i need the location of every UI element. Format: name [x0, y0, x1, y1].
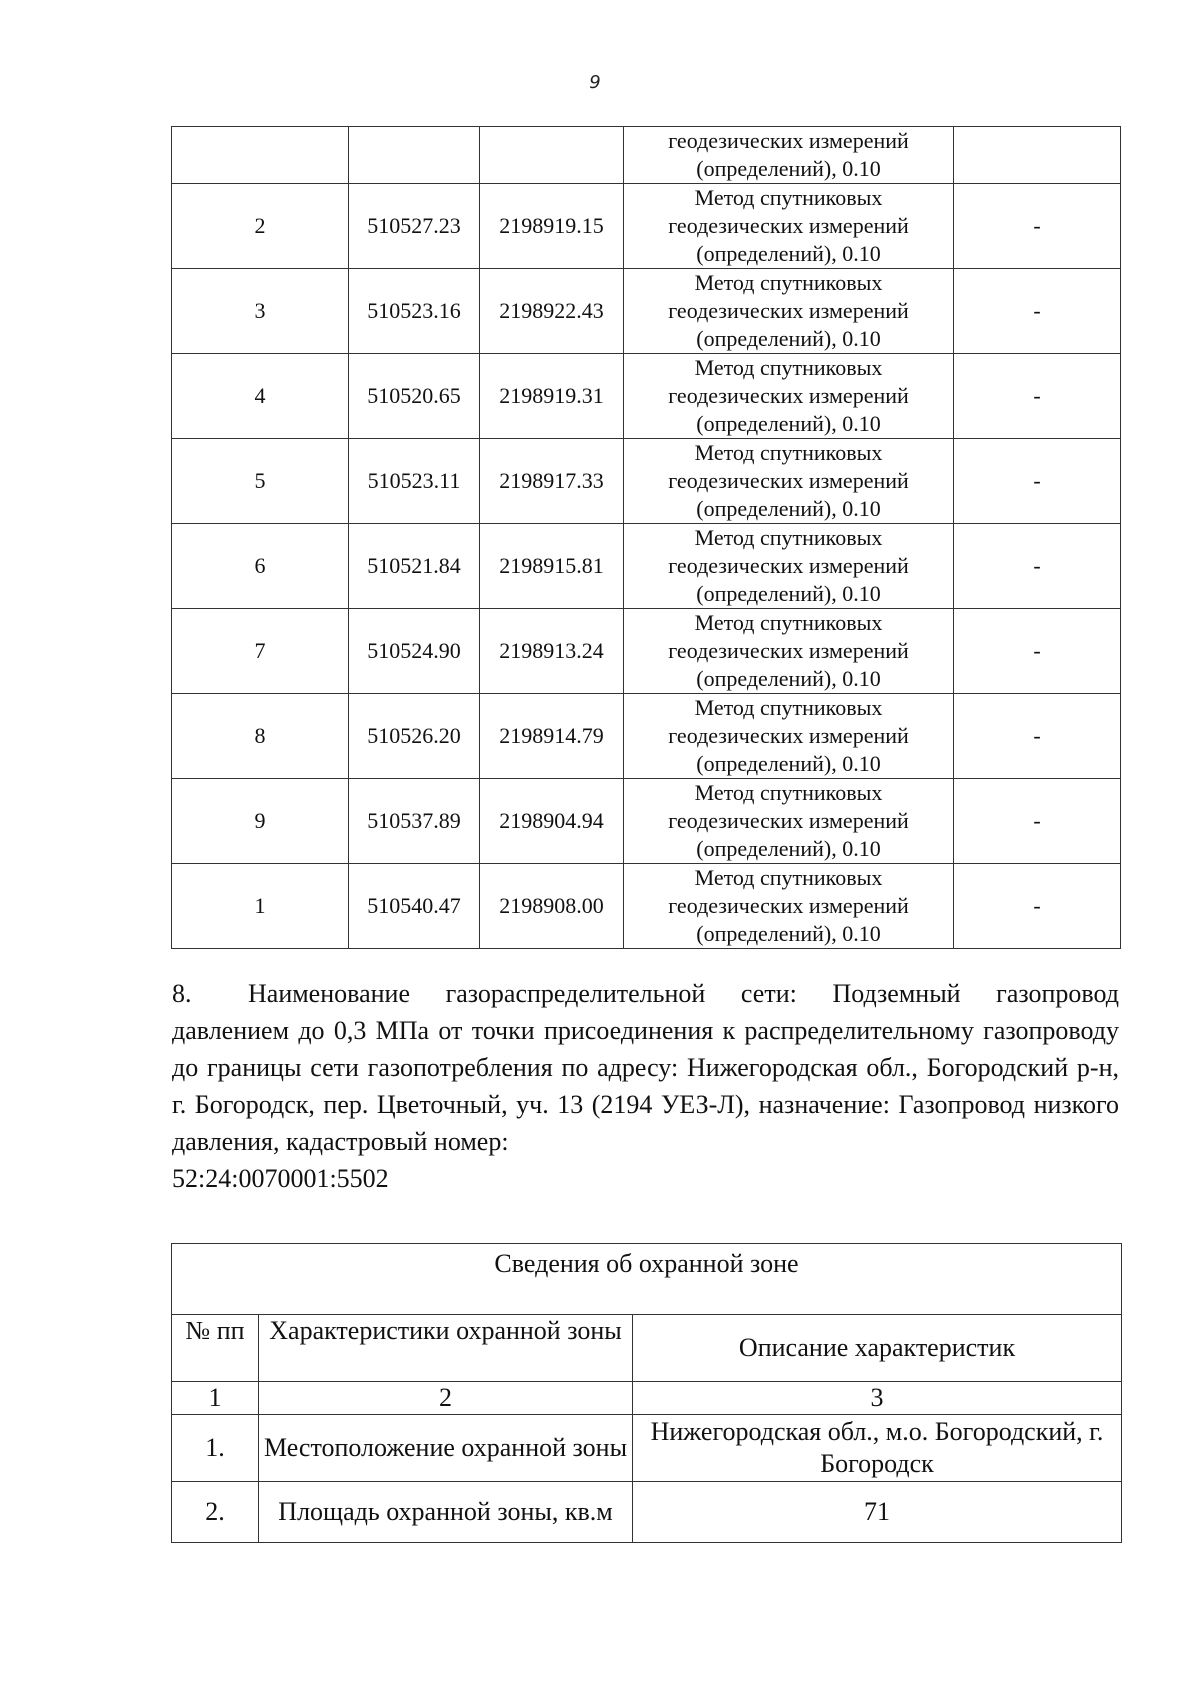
y-coordinate-cell: 2198904.94: [480, 779, 624, 864]
y-coordinate-cell: 2198917.33: [480, 439, 624, 524]
table-row: [172, 524, 1121, 609]
method-cell: [624, 127, 954, 184]
point-number-cell: 9: [172, 779, 349, 864]
point-number-cell: 6: [172, 524, 349, 609]
point-number-cell: 5: [172, 439, 349, 524]
table-row: [172, 609, 1121, 694]
x-coordinate-cell: 510526.20: [349, 694, 480, 779]
method-line: (определений), 0.10: [696, 751, 881, 776]
method-line: геодезических измерений: [668, 468, 909, 493]
y-coordinate-cell: [480, 127, 624, 184]
note-cell: [954, 127, 1121, 184]
header-characteristic: Характеристики охранной зоны: [259, 1315, 633, 1382]
method-line: (определений), 0.10: [696, 836, 881, 861]
table-row: [172, 354, 1121, 439]
cadastral-number: 52:24:0070001:5502: [172, 1164, 389, 1193]
row-number: 2.: [172, 1482, 259, 1543]
method-line: Метод спутниковых: [694, 440, 883, 465]
note-cell: -: [954, 694, 1121, 779]
row-number: 1.: [172, 1415, 259, 1482]
method-line: Метод спутниковых: [694, 525, 883, 550]
method-line: геодезических измерений: [668, 553, 909, 578]
method-line: геодезических измерений: [668, 383, 909, 408]
method-line: Метод спутниковых: [694, 270, 883, 295]
table-row: [172, 269, 1121, 354]
method-cell: [624, 779, 954, 864]
method-line: Метод спутниковых: [694, 865, 883, 890]
column-number: 3: [633, 1382, 1122, 1415]
y-coordinate-cell: 2198913.24: [480, 609, 624, 694]
protection-zone-table: [171, 1243, 1122, 1543]
method-line: (определений), 0.10: [696, 921, 881, 946]
method-cell: [624, 184, 954, 269]
method-line: Метод спутниковых: [694, 780, 883, 805]
method-line: геодезических измерений: [668, 638, 909, 663]
method-line: (определений), 0.10: [696, 156, 881, 181]
row-characteristic: Местоположение охранной зоны: [259, 1415, 633, 1482]
point-number-cell: 4: [172, 354, 349, 439]
method-line: Метод спутниковых: [694, 695, 883, 720]
column-number: 2: [259, 1382, 633, 1415]
header-number: № пп: [172, 1315, 259, 1382]
y-coordinate-cell: 2198908.00: [480, 864, 624, 949]
method-line: (определений), 0.10: [696, 326, 881, 351]
note-cell: -: [954, 779, 1121, 864]
y-coordinate-cell: 2198922.43: [480, 269, 624, 354]
method-line: Метод спутниковых: [694, 185, 883, 210]
section-paragraph: [172, 975, 1119, 1197]
row-description: 71: [633, 1482, 1122, 1543]
note-cell: -: [954, 354, 1121, 439]
x-coordinate-cell: 510520.65: [349, 354, 480, 439]
method-line: Метод спутниковых: [694, 610, 883, 635]
method-line: геодезических измерений: [668, 213, 909, 238]
note-cell: -: [954, 269, 1121, 354]
table-row: [172, 779, 1121, 864]
section-text: Наименование газораспределительной сети: Подземный газопровод давлением до 0,3 МПа от точки присоединения к распределительному газопроводу до границы сети газопотребления по адресу: Нижегородская обл., Богородский р-н, г. Богородск, пер. Цветочный, уч. 13 (2194 УЕЗ-Л), назначение: Газопровод низкого давления, кадастровый номер:: [172, 979, 1119, 1156]
point-number-cell: [172, 127, 349, 184]
method-line: Метод спутниковых: [694, 355, 883, 380]
x-coordinate-cell: 510521.84: [349, 524, 480, 609]
section-number: 8.: [172, 979, 192, 1008]
method-line: геодезических измерений: [668, 298, 909, 323]
method-line: (определений), 0.10: [696, 241, 881, 266]
method-cell: [624, 354, 954, 439]
x-coordinate-cell: [349, 127, 480, 184]
method-cell: [624, 439, 954, 524]
note-cell: -: [954, 864, 1121, 949]
method-cell: [624, 694, 954, 779]
y-coordinate-cell: 2198915.81: [480, 524, 624, 609]
method-line: геодезических измерений: [668, 893, 909, 918]
x-coordinate-cell: 510524.90: [349, 609, 480, 694]
y-coordinate-cell: 2198914.79: [480, 694, 624, 779]
method-line: геодезических измерений: [668, 723, 909, 748]
table-row: [172, 184, 1121, 269]
x-coordinate-cell: 510523.11: [349, 439, 480, 524]
x-coordinate-cell: 510540.47: [349, 864, 480, 949]
note-cell: -: [954, 524, 1121, 609]
method-cell: [624, 269, 954, 354]
header-description: Описание характеристик: [633, 1315, 1122, 1382]
table-row: [172, 439, 1121, 524]
point-number-cell: 2: [172, 184, 349, 269]
y-coordinate-cell: 2198919.15: [480, 184, 624, 269]
row-description: Нижегородская обл., м.о. Богородский, г. Богородск: [633, 1415, 1122, 1482]
column-number: 1: [172, 1382, 259, 1415]
x-coordinate-cell: 510527.23: [349, 184, 480, 269]
note-cell: -: [954, 609, 1121, 694]
table-row-continued: [172, 127, 1121, 184]
zone-table-title: Сведения об охранной зоне: [172, 1244, 1122, 1315]
method-line: (определений), 0.10: [696, 411, 881, 436]
method-cell: [624, 609, 954, 694]
table-row: [172, 1415, 1122, 1482]
point-number-cell: 1: [172, 864, 349, 949]
method-line: геодезических измерений: [668, 128, 909, 153]
note-cell: -: [954, 184, 1121, 269]
method-line: (определений), 0.10: [696, 581, 881, 606]
point-number-cell: 3: [172, 269, 349, 354]
method-line: (определений), 0.10: [696, 666, 881, 691]
x-coordinate-cell: 510523.16: [349, 269, 480, 354]
method-line: (определений), 0.10: [696, 496, 881, 521]
row-characteristic: Площадь охранной зоны, кв.м: [259, 1482, 633, 1543]
y-coordinate-cell: 2198919.31: [480, 354, 624, 439]
point-number-cell: 8: [172, 694, 349, 779]
method-line: геодезических измерений: [668, 808, 909, 833]
method-cell: [624, 864, 954, 949]
point-number-cell: 7: [172, 609, 349, 694]
table-row: [172, 1482, 1122, 1543]
method-cell: [624, 524, 954, 609]
note-cell: -: [954, 439, 1121, 524]
table-row: [172, 694, 1121, 779]
table-row: [172, 864, 1121, 949]
coordinates-table: [171, 126, 1121, 949]
x-coordinate-cell: 510537.89: [349, 779, 480, 864]
page-number: 9: [589, 72, 601, 93]
